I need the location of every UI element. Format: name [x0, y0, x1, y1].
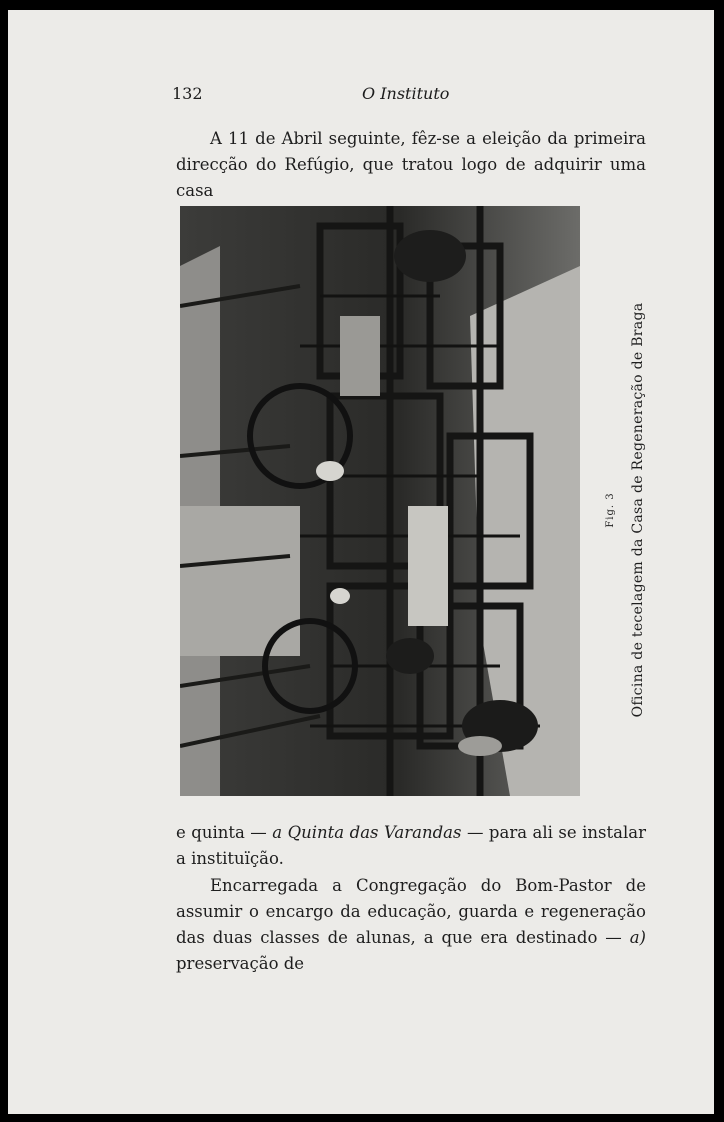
- photo-illustration: [180, 206, 580, 796]
- page-number: 132: [172, 84, 203, 103]
- paragraph-3: [176, 873, 646, 977]
- list-marker-a: a): [629, 928, 646, 947]
- figure-caption: [605, 300, 655, 720]
- quinta-name: a Quinta das Varandas: [272, 823, 462, 842]
- figure-title: Oficina de tecelagem da Casa de Regeneração de Braga: [630, 302, 646, 718]
- paragraph-2: [176, 820, 646, 872]
- paragraph-3-start: Encarregada a Congregação do Bom-Pastor de assumir o encargo da educação, guarda e regeneração das duas classes de alunas, a que era destinado —: [176, 876, 646, 947]
- figure-number: Fig. 3: [605, 492, 616, 528]
- paragraph-2-start: e quinta —: [176, 823, 273, 842]
- weaving-workshop-photo: [180, 206, 580, 796]
- paragraph-2-end: — para ali se instalar a instituïção.: [176, 823, 646, 868]
- paragraph-3-end: preservação de: [176, 954, 305, 973]
- running-title: O Instituto: [362, 84, 450, 103]
- paragraph-1: A 11 de Abril seguinte, fêz-se a eleição da primeira direcção do Refúgio, que tratou logo de adquirir uma casa: [176, 129, 646, 200]
